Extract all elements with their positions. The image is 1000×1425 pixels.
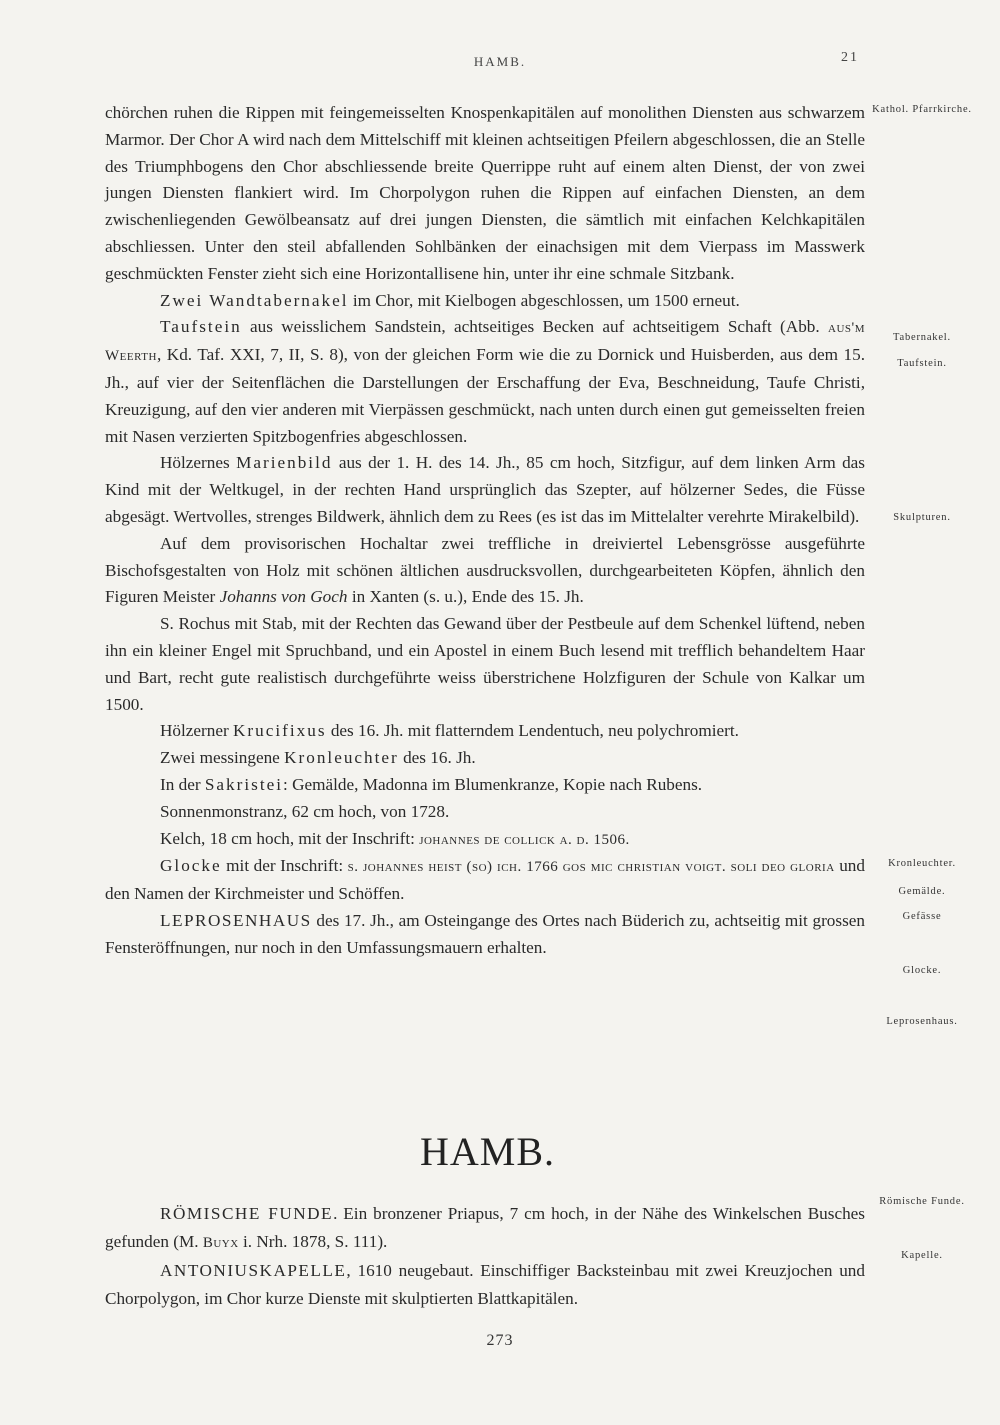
margin-note-leprosenhaus: Leprosenhaus. (886, 1016, 958, 1027)
hamb-text-block (105, 1200, 865, 1313)
paragraph-hochaltar: Auf dem provisorischen Hochaltar zwei treffliche in dreiviertel Lebensgrösse ausgeführte Bischofsgestalten von Holz mit schönen ältlichen ausdrucksvollen, durchgearbeiteten Köpfen, ähnlich den Figuren Meister Johanns von Goch in Xanten (s. u.), Ende des 15. Jh. (105, 533, 865, 607)
running-header-page-number: 21 (841, 50, 859, 65)
margin-note-roemische-funde: Römische Funde. (879, 1196, 965, 1207)
paragraph-glocke: Glocke mit der Inschrift: s. johannes heist (so) ich. 1766 gos mic christian voigt. soli deo gloria und den Namen der Kirchmeister und Schöffen. (105, 856, 865, 904)
paragraph-krucifixus: Hölzerner Krucifixus des 16. Jh. mit flatterndem Lendentuch, neu polychromiert. (160, 721, 739, 741)
paragraph-sakristei: In der Sakristei: Gemälde, Madonna im Blumenkranze, Kopie nach Rubens. (160, 774, 703, 794)
margin-note-skulpturen: Skulpturen. (893, 512, 951, 523)
section-title-hamb: HAMB. (419, 1129, 556, 1174)
footer-page-number: 273 (486, 1332, 514, 1349)
paragraph-rochus: S. Rochus mit Stab, mit der Rechten das Gewand über der Pestbeule auf dem Schenkel lüftend, neben ihn ein kleiner Engel mit Spruchband, und ein Apostel in einem Buch lesend mit trefflich behandeltem Haar und Bart, recht gute realistisch durchgeführte weiss überstrichene Holzfiguren der Schule von Kalkar um 1500. (105, 614, 865, 714)
margin-note-gefaesse: Gefässe (902, 911, 942, 922)
paragraph-leprosenhaus: LEPROSENHAUS des 17. Jh., am Osteingange des Ortes nach Büderich zu, achtseitig mit grossen Fensteröffnungen, nur noch in den Umfassungsmauern erhalten. (105, 910, 865, 957)
margin-note-pfarrkirche: Kathol. Pfarrkirche. (872, 104, 972, 115)
paragraph-taufstein: Taufstein aus weisslichem Sandstein, achtseitiges Becken auf achtseitigem Schaft (Abb. aus'm Weerth, Kd. Taf. XXI, 7, II, S. 8), von der gleichen Form wie die zu Dornick und Huisberden, aus dem 15. Jh., auf vier der Seitenflächen die Darstellungen der Erschaffung der Eva, Beschneidung, Taufe Christi, Kreuzigung, auf den vier anderen mit Vierpässen geschmückt, nach unten durch einen gut gemeisselten freien mit Nasen verzierten Spitzbogenfries abgeschlossen. (105, 317, 865, 446)
margin-note-kapelle: Kapelle. (901, 1250, 943, 1261)
margin-note-kronleuchter: Kronleuchter. (888, 858, 956, 869)
running-header-title: HAMB. (473, 54, 527, 69)
paragraph-kelch: Kelch, 18 cm hoch, mit der Inschrift: johannes de collick a. d. 1506. (160, 828, 630, 848)
paragraph-marienbild: Hölzernes Marienbild aus der 1. H. des 14. Jh., 85 cm hoch, Sitzfigur, auf dem linken Arm das Kind mit der Weltkugel, in der rechten Hand ursprünglich das Szepter, auf hölzerner Sedes, die Füsse abgesägt. Wertvolles, strenges Bildwerk, ähnlich dem zu Rees (es ist das im Mittelalter verehrte Mirakelbild). (105, 453, 865, 526)
paragraph-antoniuskapelle: ANTONIUSKAPELLE, 1610 neugebaut. Einschiffiger Backsteinbau mit zwei Kreuzjochen und Chorpolygon, im Chor kurze Dienste mit skulptierten Blattkapitälen. (105, 1261, 865, 1308)
main-text-block (105, 100, 865, 962)
margin-note-gemaelde: Gemälde. (898, 886, 946, 897)
margin-note-taufstein: Taufstein. (897, 358, 947, 369)
margin-note-glocke: Glocke. (902, 965, 942, 976)
paragraph-choir: chörchen ruhen die Rippen mit feingemeisselten Knospenkapitälen auf monolithen Diensten aus schwarzem Marmor. Der Chor A wird nach dem Mittelschiff mit kleinen achtseitigen Pfeilern abgeschlossen, die an Stelle des Triumphbogens den Chor abschliessende breite Querrippe ruht auf einem alten Dienst, der von zwei jungen Diensten flankiert wird. Im Chorpolygon ruhen die Rippen auf einfachen Diensten, an dem zwischenliegenden Gewölbeansatz auf drei jungen Diensten, die sämtlich mit einfachen Kelchkapitälen abschliessen. Unter den steil abfallenden Sohlbänken der einachsigen mit dem Vierpass im Masswerk geschmückten Fenster zieht sich eine Horizontallisene hin, unter ihr eine schmale Sitzbank. (105, 103, 865, 283)
paragraph-kronleuchter: Zwei messingene Kronleuchter des 16. Jh. (160, 748, 476, 768)
paragraph-tabernakel: Zwei Wandtabernakel im Chor, mit Kielbogen abgeschlossen, um 1500 erneut. (160, 290, 740, 310)
margin-note-tabernakel: Tabernakel. (893, 332, 951, 343)
paragraph-monstranz: Sonnenmonstranz, 62 cm hoch, von 1728. (160, 801, 450, 821)
paragraph-roemische-funde: RÖMISCHE FUNDE. Ein bronzener Priapus, 7 cm hoch, in der Nähe des Winkelschen Busches gefunden (M. Buyx i. Nrh. 1878, S. 111). (105, 1204, 865, 1251)
